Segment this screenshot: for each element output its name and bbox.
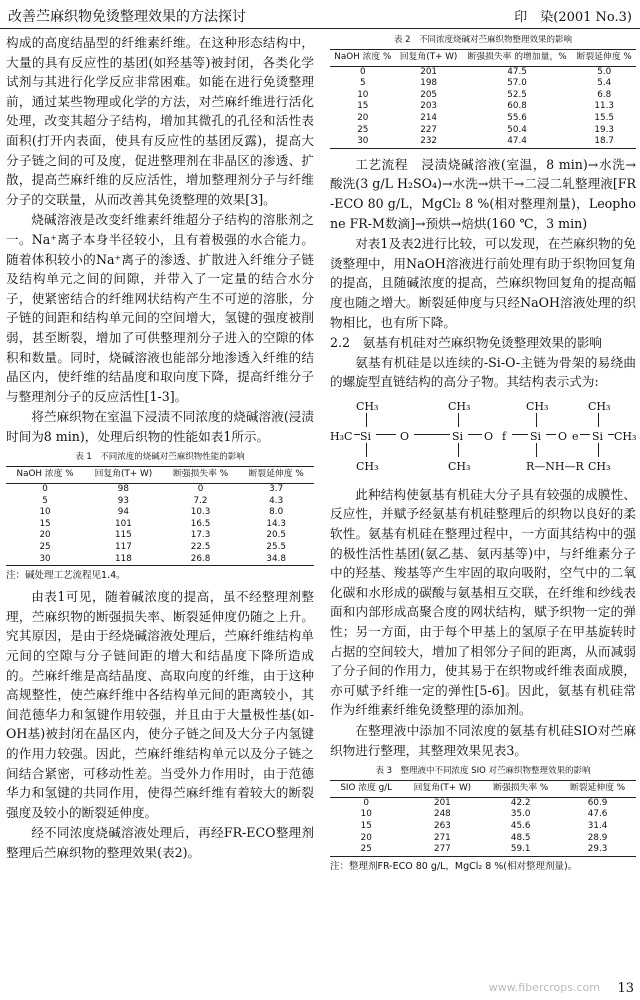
table-cell: 5.4 bbox=[597, 78, 612, 89]
table-cell: 17.3 bbox=[190, 530, 211, 541]
table2-title: 表 2 不同浓度烧碱对苎麻织物整理效果的影响 bbox=[393, 35, 573, 45]
table-row bbox=[6, 507, 314, 519]
table-cell: 5 bbox=[359, 78, 366, 89]
formula-f: f bbox=[502, 429, 507, 443]
table3-header: 回复角(T+ W) bbox=[413, 783, 472, 794]
right-paragraph-3: 氨基有机硅是以连续的-Si-O-主链为骨架的易绕曲的螺旋型直链结构的高分子物。其结构表示式为: bbox=[330, 354, 636, 390]
table3 bbox=[330, 780, 636, 857]
formula-si: Si bbox=[592, 429, 604, 443]
table-cell: 52.5 bbox=[507, 89, 527, 100]
table-cell: 0 bbox=[363, 797, 370, 808]
table-cell: 15 bbox=[357, 101, 369, 112]
table-row bbox=[330, 101, 636, 113]
table-cell: 0 bbox=[197, 484, 204, 495]
section-heading: 2.2 氨基有机硅对苎麻织物免烫整理效果的影响 bbox=[330, 335, 602, 351]
table-row bbox=[6, 484, 314, 496]
table1-header: 回复角(T+ W) bbox=[94, 469, 153, 480]
table-cell: 26.8 bbox=[190, 553, 211, 564]
table-row bbox=[330, 66, 636, 78]
right-paragraph-4: 此种结构使氨基有机硅大分子具有较强的成膜性、反应性，并赋予经氨基有机硅整理后的织物以良好的柔软性。氨基有机硅在整理过程中，一方面其结构中的强的极性活性基团(氨乙基、氨丙基等)中，与纤维素分子中的羟基、羧基等产生牢固的取向吸附，空气中的二氧化碳和水形成的碳酸与氨基相互交联，在纤维和纱线表面和内部形成高聚合度的网状结构，赋予织物一定的弹性；另一方面，由于每个甲基上的氢原子在甲基旋转时占据的空间较大，增加了相邻分子间的距离，从而减弱了分子间的作用力，使其易于在织物或纤维表面成膜，亦可赋予纤维一定的弹性[5-6]。因此，氨基有机硅常作为纤维素纤维免烫整理的添加剂。 bbox=[330, 486, 636, 718]
table-cell: 59.1 bbox=[510, 844, 531, 855]
table2-header: 断裂延伸度 % bbox=[576, 52, 632, 62]
table-cell: 19.3 bbox=[594, 124, 615, 135]
table-cell: 8.0 bbox=[269, 507, 284, 518]
table-cell: 16.5 bbox=[190, 518, 211, 529]
formula-ch3: CH₃ bbox=[448, 399, 471, 413]
table-cell: 271 bbox=[433, 832, 451, 843]
formula-si: Si bbox=[530, 429, 542, 443]
table-cell: 25 bbox=[357, 124, 369, 135]
table-cell: 25 bbox=[360, 844, 372, 855]
table2-header: 断强损失率 的增加量，% bbox=[467, 52, 567, 62]
table-cell: 93 bbox=[117, 495, 129, 506]
formula-amine: R—NH—R bbox=[526, 459, 584, 473]
table-cell: 118 bbox=[115, 553, 132, 564]
table-row bbox=[6, 530, 314, 542]
running-header bbox=[0, 0, 640, 29]
table-cell: 50.4 bbox=[507, 124, 527, 135]
table-cell: 94 bbox=[117, 507, 129, 518]
table-row bbox=[330, 113, 636, 125]
table-cell: 55.6 bbox=[507, 112, 527, 123]
left-column bbox=[6, 33, 314, 864]
table-cell: 205 bbox=[420, 89, 438, 100]
table-cell: 198 bbox=[420, 78, 438, 89]
table3-header: 断裂延伸度 % bbox=[570, 783, 626, 794]
page-number: 13 bbox=[617, 981, 634, 996]
table-cell: 20.5 bbox=[266, 530, 286, 541]
table1-title: 表 1 不同浓度的烧碱对苎麻织物性能的影响 bbox=[75, 452, 245, 463]
table1-header: NaOH 浓度 % bbox=[16, 469, 74, 480]
table1-header: 断强损失率 % bbox=[172, 469, 229, 480]
table-cell: 10.3 bbox=[190, 507, 211, 518]
table-cell: 5 bbox=[42, 495, 48, 506]
table-row bbox=[330, 136, 636, 148]
table-cell: 101 bbox=[115, 518, 132, 529]
table-row bbox=[330, 797, 636, 809]
formula-si: Si bbox=[360, 429, 372, 443]
table-cell: 5.0 bbox=[597, 66, 612, 77]
table3-header: 断强损失率 % bbox=[493, 783, 549, 794]
table-row bbox=[6, 542, 314, 554]
table-row bbox=[6, 496, 314, 508]
table-cell: 47.4 bbox=[507, 136, 527, 147]
table-cell: 0 bbox=[42, 484, 48, 495]
table-cell: 7.2 bbox=[193, 495, 208, 506]
table-cell: 57.0 bbox=[507, 78, 527, 89]
table-cell: 117 bbox=[115, 542, 132, 553]
table-cell: 14.3 bbox=[266, 518, 286, 529]
right-column bbox=[330, 33, 636, 878]
watermark: www.fibercrops.com bbox=[488, 981, 600, 994]
table-cell: 248 bbox=[433, 809, 451, 820]
right-paragraph-5: 在整理液中添加不同浓度的氨基有机硅SIO对苎麻织物进行整理，其整理效果见表3。 bbox=[330, 723, 636, 758]
table-row bbox=[6, 519, 314, 531]
right-paragraph-2: 对表1及表2进行比较，可以发现，在苎麻织物的免烫整理中，用NaOH溶液进行前处理有助于织物回复角的提高，且随碱浓度的提高，苎麻织物回复角的提高幅度也随之增大。断裂延伸度与只经NaOH溶液处理的织物相比，也有所下降。 bbox=[330, 236, 636, 330]
table-row bbox=[6, 554, 314, 566]
formula-ch3: CH₃ bbox=[526, 399, 549, 413]
table-cell: 6.8 bbox=[597, 89, 612, 100]
table-cell: 60.8 bbox=[507, 101, 527, 112]
left-paragraph-4: 由表1可见，随着碱浓度的提高，虽不经整理剂整理，苎麻织物的断强损失率、断裂延伸度仍随之上升。究其原因，是由于经烧碱溶液处理后，苎麻纤维结构单元间的空隙与分子链间距的增大和结晶度下降所造成的。苎麻纤维是高结晶度、高取向度的纤维，由于这种高规整性，使苎麻纤维中各结构单元间的距离较小，其间范德华力和氢键作用较强，并且由于大量极性基(如-OH基)被封闭在晶区内，使分子链之间及大分子内氢键的作用力较强。因此，苎麻纤维结构单元以及分子链之间结合紧密，可移动性差。当受外力作用时，由于范德华力和氢键的共同作用，使得苎麻纤维有着较大的断裂强度及较小的断裂延伸度。 bbox=[6, 589, 314, 820]
formula-o: O bbox=[400, 429, 410, 443]
table-cell: 20 bbox=[360, 832, 372, 843]
table-cell: 201 bbox=[420, 66, 438, 77]
table-cell: 10 bbox=[39, 507, 51, 518]
table-cell: 31.4 bbox=[587, 820, 608, 831]
formula-ch3: CH₃ bbox=[356, 399, 379, 413]
table-cell: 29.3 bbox=[587, 844, 608, 855]
left-paragraph-2: 烧碱溶液是改变纤维素纤维超分子结构的溶胀剂之一。Na⁺离子本身半径较小，且有着极强的水合能力。随着体积较小的Na⁺离子的渗透、扩散进入纤维分子链及结构单元之间的间隙，并带入了一定量的结合水分子，使紧密结合的纤维网状结构产生不可逆的溶胀，分子链的间距和结构单元间的空间增大，氢键的强度被削弱，甚至断裂，增加了可供整理剂分子进入的空隙的体积和数量。同时，烧碱溶液也能部分地渗透入纤维的结晶区内，使纤维的结晶度和取向度下降，提高纤维分子与整理剂分子的反应活性[1-3]。 bbox=[6, 212, 314, 404]
table-cell: 34.8 bbox=[266, 553, 286, 564]
table-cell: 98 bbox=[117, 484, 129, 495]
table-cell: 15.5 bbox=[594, 112, 615, 123]
formula-ch3: CH₃ bbox=[448, 459, 471, 473]
table-cell: 115 bbox=[115, 530, 132, 541]
table-row bbox=[330, 125, 636, 137]
formula-si: Si bbox=[452, 429, 464, 443]
table-row bbox=[330, 844, 636, 856]
table-cell: 214 bbox=[420, 112, 438, 123]
formula-h3c: H₃C bbox=[330, 429, 353, 443]
right-paragraph-1: 工艺流程 浸渍烧碱溶液(室温，8 min)→水洗→酸洗(3 g/L H₂SO₄)→水洗→烘干→二浸二轧整理液[FR-ECO 80 g/L，MgCl₂ 8 %(相对整理剂量)，Leophone FR-M数滴]→预烘→焙烘(160 ℃，3 min) bbox=[330, 156, 636, 231]
table-row bbox=[330, 809, 636, 821]
table-cell: 3.7 bbox=[269, 484, 284, 495]
formula-ch3: CH₃ bbox=[588, 459, 611, 473]
table-row bbox=[330, 90, 636, 102]
formula-o: O bbox=[484, 429, 494, 443]
header-journal: 印 染(2001 No.3) bbox=[514, 10, 632, 25]
structure-formula bbox=[330, 393, 636, 485]
table2-header: NaOH 浓度 % bbox=[334, 52, 392, 62]
table-row bbox=[330, 78, 636, 90]
table-cell: 60.9 bbox=[587, 797, 608, 808]
table-cell: 25.5 bbox=[266, 542, 286, 553]
table1-header: 断裂延伸度 % bbox=[248, 469, 304, 480]
table-cell: 20 bbox=[39, 530, 51, 541]
table-cell: 263 bbox=[433, 820, 451, 831]
table-cell: 47.5 bbox=[507, 66, 527, 77]
table-cell: 35.0 bbox=[510, 809, 531, 820]
left-paragraph-5: 经不同浓度烧碱溶液处理后，再经FR-ECO整理剂整理后苎麻织物的整理效果(表2)。 bbox=[6, 825, 314, 860]
table-cell: 22.5 bbox=[190, 542, 211, 553]
table-cell: 232 bbox=[420, 136, 438, 147]
formula-e: e bbox=[572, 429, 579, 443]
table3-header: SIO 浓度 g/L bbox=[340, 783, 393, 794]
table-cell: 30 bbox=[357, 136, 369, 147]
table-cell: 28.9 bbox=[587, 832, 608, 843]
formula-ch3: CH₃ bbox=[588, 399, 611, 413]
table-cell: 30 bbox=[39, 553, 51, 564]
table-cell: 48.5 bbox=[510, 832, 531, 843]
table-cell: 10 bbox=[360, 809, 372, 820]
table3-title: 表 3 整理液中不同浓度 SIO 对苎麻织物整理效果的影响 bbox=[375, 766, 591, 777]
left-paragraph-3: 将苎麻织物在室温下浸渍不同浓度的烧碱溶液(浸渍时间为8 min)，处理后织物的性能如表1所示。 bbox=[6, 409, 314, 444]
table-cell: 277 bbox=[433, 844, 451, 855]
table-cell: 227 bbox=[420, 124, 438, 135]
table-cell: 47.6 bbox=[587, 809, 608, 820]
table-row bbox=[330, 833, 636, 845]
table-row bbox=[330, 821, 636, 833]
formula-ch3: CH₃ bbox=[614, 429, 637, 443]
left-paragraph-1: 构成的高度结晶型的纤维素纤维。在这种形态结构中，大量的具有反应性的基团(如羟基等)被封闭，各类化学试剂与其进行化学反应非常困难。如能在进行免烫整理前，通过某些物理或化学的方法，对苎麻纤维进行活化处理，改变其超分子结构，增加其微孔的孔径和活性表面积(打开内表面，使具有反应性的基团反露)，提高大分子链之间的可及度，促进整理剂在非晶区的渗透、扩散，提高苎麻纤维的反应活性，增加整理剂分子与纤维分子的交联量，从而改善其免烫整理的效果[3]。 bbox=[6, 35, 314, 207]
table-cell: 18.7 bbox=[594, 136, 615, 147]
table-cell: 25 bbox=[39, 542, 51, 553]
table2-header: 回复角(T+ W) bbox=[399, 52, 458, 62]
table-cell: 10 bbox=[357, 89, 369, 100]
formula-o: O bbox=[558, 429, 568, 443]
table-cell: 4.3 bbox=[269, 495, 284, 506]
table-cell: 11.3 bbox=[594, 101, 615, 112]
table-cell: 0 bbox=[359, 66, 366, 77]
table-cell: 15 bbox=[360, 820, 372, 831]
table1 bbox=[6, 466, 314, 566]
table-cell: 20 bbox=[357, 112, 369, 123]
table2 bbox=[330, 49, 636, 149]
table-cell: 42.2 bbox=[510, 797, 531, 808]
table-cell: 15 bbox=[39, 518, 51, 529]
table-cell: 45.6 bbox=[510, 820, 531, 831]
table1-note: 注：碱处理工艺流程见1.4。 bbox=[6, 570, 126, 582]
table-cell: 203 bbox=[420, 101, 438, 112]
table3-note: 注：整理剂FR-ECO 80 g/L，MgCl₂ 8 %(相对整理剂量)。 bbox=[330, 860, 578, 872]
formula-ch3: CH₃ bbox=[356, 459, 379, 473]
header-title: 改善苎麻织物免烫整理效果的方法探讨 bbox=[8, 9, 246, 25]
table-cell: 201 bbox=[433, 797, 451, 808]
